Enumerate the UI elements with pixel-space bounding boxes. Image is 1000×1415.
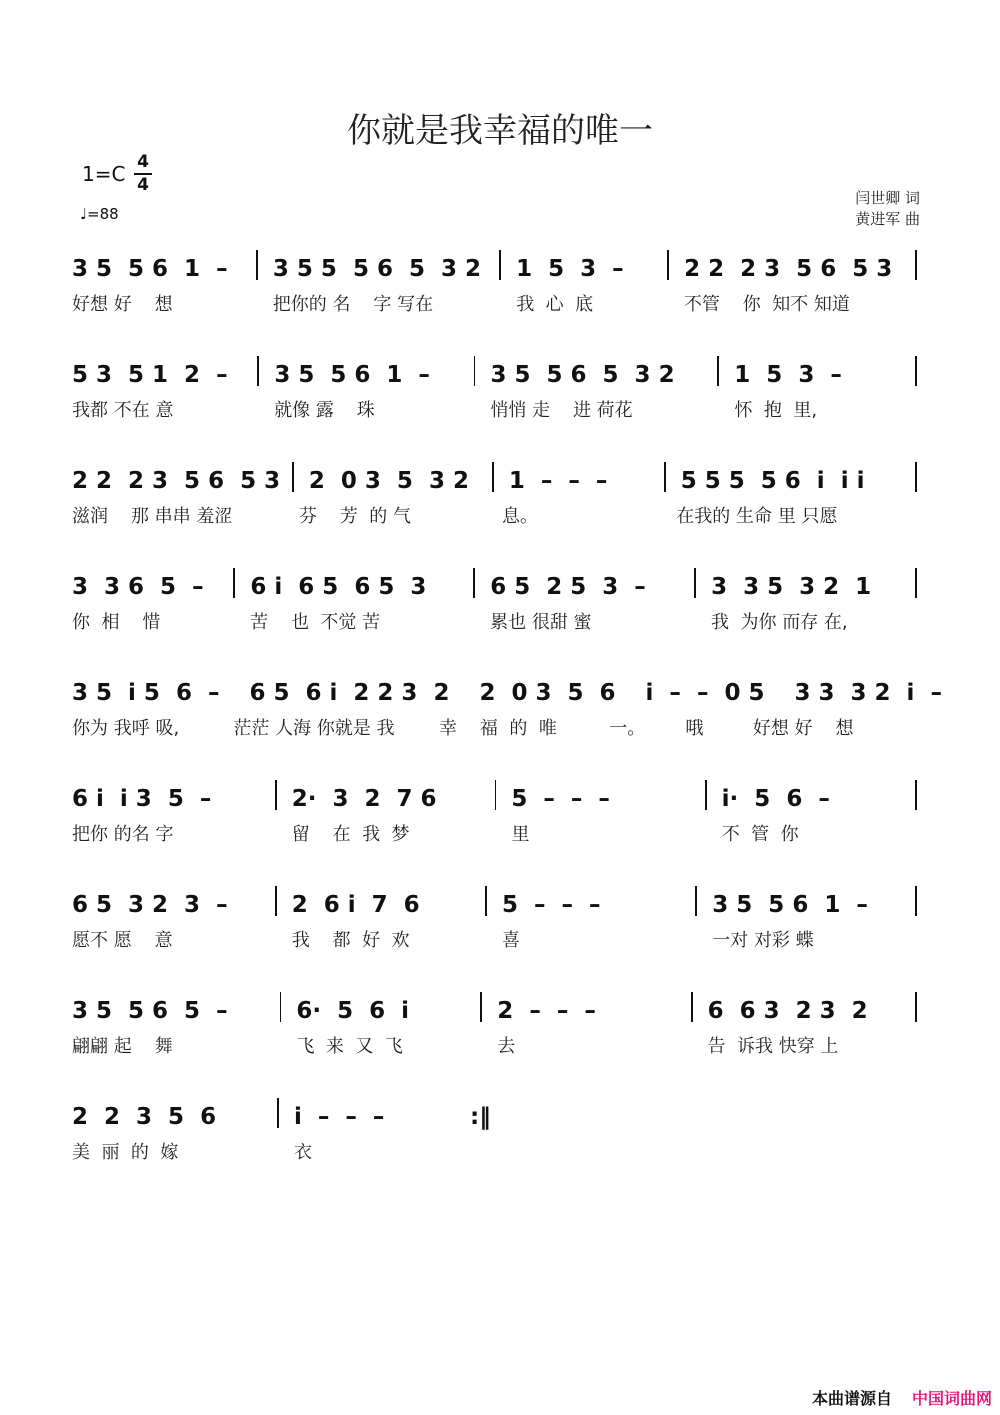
- measure-lyrics: 滋润 那 串串 羞涩: [72, 506, 233, 527]
- barline: [915, 568, 917, 598]
- barline: [717, 356, 719, 386]
- notes-line: [72, 354, 932, 388]
- barline: [915, 886, 917, 916]
- barline: [915, 780, 917, 810]
- composer-credit: 黄进军 曲: [855, 210, 920, 228]
- measure-notes: i – – –: [294, 1104, 385, 1130]
- lyrics-line: [72, 820, 932, 846]
- key-signature: 1=C: [82, 162, 126, 186]
- measure-notes: 5 3 5 1 2 –: [72, 362, 228, 388]
- measure-lyrics: 告 诉我 快穿 上: [707, 1036, 839, 1057]
- measure-lyrics: 里: [511, 824, 530, 845]
- notes-line: [72, 884, 932, 918]
- notes-line: [72, 460, 932, 494]
- measure-notes: 3 5 5 5 6 5 3 2: [272, 256, 482, 282]
- barline: [233, 568, 235, 598]
- time-signature-top: 4: [137, 152, 149, 172]
- barline: [473, 568, 475, 598]
- repeat-end-barline: :‖: [470, 1104, 491, 1130]
- lyrics-line: [72, 502, 932, 528]
- lyrics-line: [72, 1138, 932, 1164]
- measure-notes: 6 i 6 5 6 5 3: [250, 574, 427, 600]
- measure-lyrics: 好想 好 想: [72, 294, 173, 315]
- barline: [915, 462, 917, 492]
- barline: [280, 992, 282, 1022]
- measure-notes: 3 3 6 5 –: [72, 574, 204, 600]
- measure-lyrics: 美 丽 的 嫁: [72, 1142, 179, 1163]
- measure-notes: 1 – – –: [508, 468, 608, 494]
- barline: [256, 250, 258, 280]
- measure-lyrics: 去: [497, 1036, 516, 1057]
- staff-row: [72, 354, 932, 422]
- barline: [257, 356, 259, 386]
- lyrics-line: [72, 1032, 932, 1058]
- notes-line: [72, 566, 932, 600]
- measure-notes: 2 2 2 3 5 6 5 3: [72, 468, 281, 494]
- measure-notes: 2 – – –: [497, 998, 596, 1024]
- measure-notes: 3 5 5 6 5 –: [72, 998, 228, 1024]
- measure-notes: 5 5 5 5 6 i i i: [680, 468, 865, 494]
- staff-row: [72, 884, 932, 952]
- footer-source: 本曲谱源自: [811, 1389, 892, 1408]
- measure-lyrics: 在我的 生命 里 只愿: [676, 506, 838, 527]
- measure-lyrics: 我 为你 而存 在,: [711, 612, 848, 633]
- measure-notes: 5 – – –: [501, 892, 601, 918]
- measure-lyrics: 你 相 惜: [72, 612, 161, 633]
- staff-row: [72, 778, 932, 846]
- song-title: 你就是我幸福的唯一: [347, 111, 653, 151]
- measure-notes: 2 2 2 3 5 6 5 3: [684, 256, 893, 282]
- barline: [691, 992, 693, 1022]
- barline: [499, 250, 501, 280]
- time-signature: [134, 153, 152, 195]
- measure-notes: 6 i i 3 5 –: [72, 786, 212, 812]
- measure-notes: 2· 3 2 7 6: [291, 786, 437, 812]
- barline: [275, 886, 277, 916]
- measure-lyrics: 衣: [294, 1142, 312, 1163]
- measure-notes: 6 5 3 2 3 –: [72, 892, 228, 918]
- credits: [855, 188, 920, 230]
- barline: [275, 780, 277, 810]
- measure-lyrics: 就像 露 珠: [274, 400, 375, 421]
- barline: [694, 568, 696, 598]
- measure-notes: 2 6 i 7 6: [291, 892, 420, 918]
- measure-lyrics: 累也 很甜 蜜: [490, 612, 592, 633]
- measure-notes: 3 3 3 2 i –: [794, 680, 942, 706]
- measure-lyrics: 好想 好 想: [752, 718, 854, 739]
- measure-lyrics: 息。: [502, 506, 538, 527]
- measure-lyrics: 把你 的名 字: [72, 824, 174, 845]
- notes-line: [72, 248, 932, 282]
- measure-notes: 6· 5 6 i: [296, 998, 410, 1024]
- measure-notes: 3 5 5 6 1 –: [274, 362, 430, 388]
- time-signature-bottom: 4: [137, 174, 149, 195]
- lyrics-line: [72, 608, 932, 634]
- measure-lyrics: 悄悄 走 进 荷花: [490, 400, 633, 421]
- measure-notes: 6 6 3 2 3 2: [707, 998, 868, 1024]
- barline: [480, 992, 482, 1022]
- barline: [915, 250, 917, 280]
- measure-notes: 6 5 6 i 2 2 3 2: [249, 680, 450, 706]
- barline: [485, 886, 487, 916]
- notes-line: [72, 1096, 932, 1130]
- measure-lyrics: 幸 福 的 唯: [439, 718, 557, 739]
- tempo-marking: ♩=88: [80, 205, 119, 223]
- barline: [915, 992, 917, 1022]
- measure-lyrics: 不管 你 知不 知道: [683, 294, 850, 315]
- lyrics-line: [72, 714, 932, 740]
- measure-lyrics: 我 心 底: [516, 294, 594, 315]
- measure-notes: 3 5 5 6 1 –: [712, 892, 868, 918]
- staff-row: [72, 460, 932, 528]
- measure-lyrics: 不 管 你: [721, 824, 799, 845]
- barline: [695, 886, 697, 916]
- measure-notes: i· 5 6 –: [721, 786, 830, 812]
- measure-lyrics: 喜: [502, 930, 520, 951]
- measure-notes: 6 5 2 5 3 –: [490, 574, 646, 600]
- measure-notes: i – – 0 5: [645, 680, 765, 706]
- measure-lyrics: 愿不 愿 意: [72, 930, 173, 951]
- barline: [492, 462, 494, 492]
- measure-lyrics: 一对 对彩 蝶: [712, 930, 814, 951]
- barline: [495, 780, 497, 810]
- barline: [474, 356, 476, 386]
- measure-notes: 2 0 3 5 3 2: [308, 468, 469, 494]
- notes-line: [72, 778, 932, 812]
- measure-lyrics: 你为 我呼 吸,: [72, 718, 180, 739]
- measure-lyrics: 苦 也 不觉 苦: [250, 612, 381, 633]
- staff-row: [72, 990, 932, 1058]
- barline: [667, 250, 669, 280]
- barline: [664, 462, 666, 492]
- staff-row: [72, 1096, 932, 1164]
- measure-notes: 3 5 i 5 6 –: [72, 680, 220, 706]
- measure-lyrics: 我都 不在 意: [72, 400, 174, 421]
- measure-lyrics: 芬 芳 的 气: [298, 506, 412, 527]
- footer-site: 中国词曲网: [911, 1389, 992, 1408]
- measure-notes: 3 5 5 6 5 3 2: [490, 362, 675, 388]
- barline: [705, 780, 707, 810]
- lyricist-credit: 闫世卿 词: [855, 189, 920, 207]
- measure-notes: 2 0 3 5 6: [479, 680, 616, 706]
- lyrics-line: [72, 396, 932, 422]
- staff-row: [72, 672, 942, 740]
- barline: [277, 1098, 279, 1128]
- measure-lyrics: 怀 抱 里,: [734, 400, 818, 421]
- measure-lyrics: 翩翩 起 舞: [72, 1036, 173, 1057]
- measure-notes: 5 – – –: [511, 786, 610, 812]
- measure-lyrics: 我 都 好 欢: [291, 930, 410, 951]
- barline: [915, 356, 917, 386]
- footer: [812, 1386, 992, 1409]
- notes-line: [72, 672, 942, 706]
- measure-notes: 3 5 5 6 1 –: [72, 256, 228, 282]
- measure-notes: 1 5 3 –: [734, 362, 842, 388]
- measure-lyrics: 把你的 名 字 写在: [272, 294, 434, 315]
- measure-lyrics: 飞 来 又 飞: [296, 1036, 403, 1057]
- staff-row: [72, 566, 932, 634]
- lyrics-line: [72, 926, 932, 952]
- measure-lyrics: 留 在 我 梦: [291, 824, 410, 845]
- measure-lyrics: 一。 哦: [609, 718, 704, 739]
- measure-notes: 2 2 3 5 6: [72, 1104, 217, 1130]
- staff-row: [72, 248, 932, 316]
- lyrics-line: [72, 290, 932, 316]
- measure-lyrics: 茫茫 人海 你就是 我: [233, 718, 395, 739]
- notes-line: [72, 990, 932, 1024]
- measure-notes: 3 3 5 3 2 1: [711, 574, 872, 600]
- barline: [292, 462, 294, 492]
- measure-notes: 1 5 3 –: [516, 256, 624, 282]
